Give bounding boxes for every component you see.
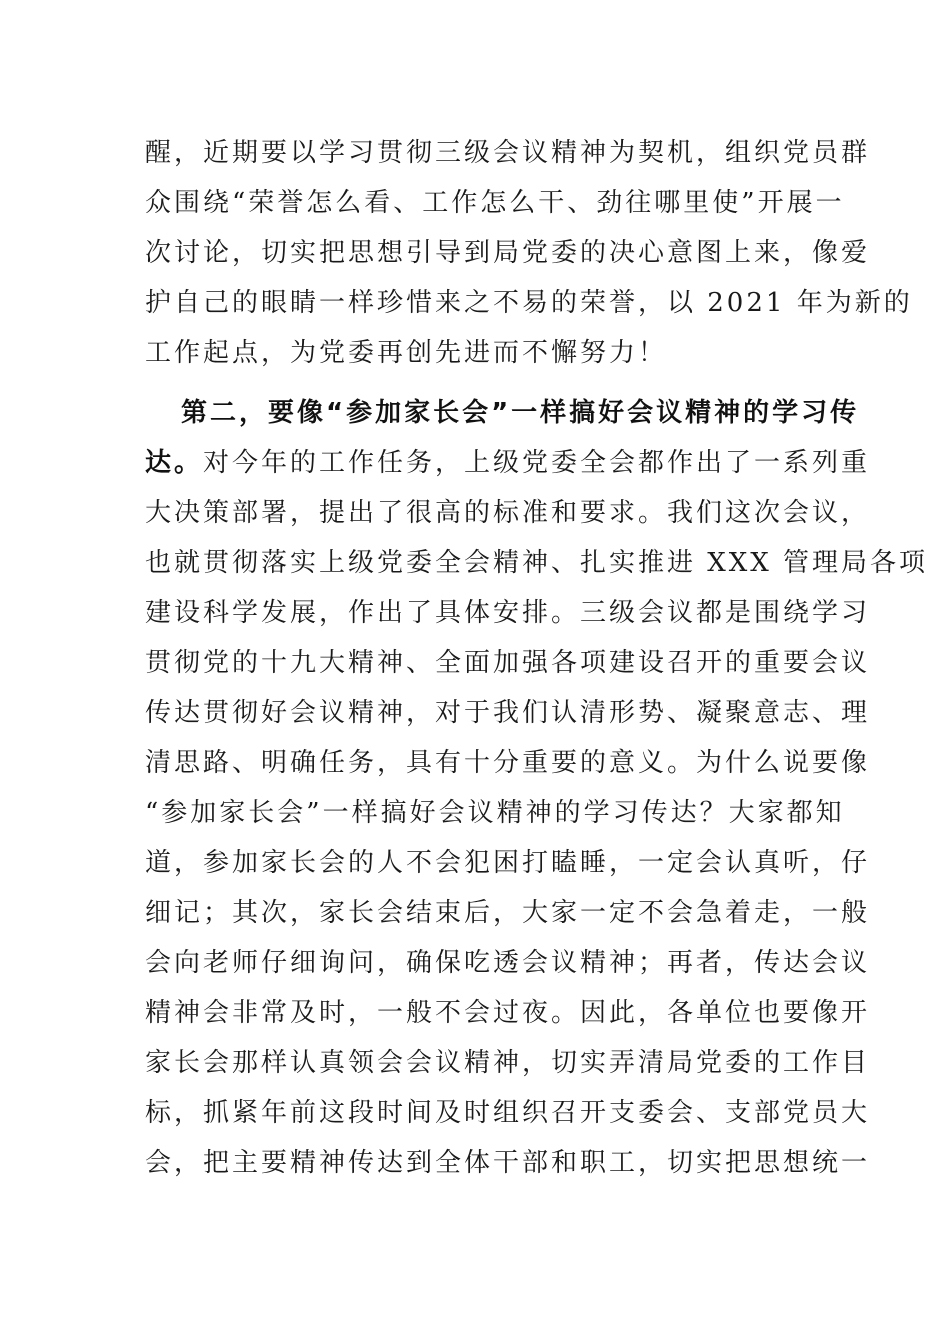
text-line: 家长会那样认真领会会议精神，切实弄清局党委的工作目: [145, 1048, 871, 1078]
text-line: [145, 438, 871, 488]
text-span: 对今年的工作任务，上级党委全会都作出了一系列重: [203, 448, 871, 478]
text-line: 清思路、明确任务，具有十分重要的意义。为什么说要像: [145, 748, 871, 778]
text-line: 会向老师仔细询问，确保吃透会议精神；再者，传达会议: [145, 948, 871, 978]
text-line: 次讨论，切实把思想引导到局党委的决心意图上来，像爱: [145, 238, 871, 268]
text-line: 众围绕“荣誉怎么看、工作怎么干、劲往哪里使”开展一: [145, 188, 845, 218]
text-line: 细记；其次，家长会结束后，大家一定不会急着走，一般: [145, 898, 871, 928]
text-line: 会，把主要精神传达到全体干部和职工，切实把思想统一: [145, 1148, 871, 1178]
text-line: 护自己的眼睛一样珍惜来之不易的荣誉，以 2021 年为新的: [145, 288, 913, 318]
text-line: 贯彻党的十九大精神、全面加强各项建设召开的重要会议: [145, 648, 871, 678]
text-line: 建设科学发展，作出了具体安排。三级会议都是围绕学习: [145, 598, 871, 628]
paragraph-second-point: [145, 388, 929, 1188]
text-line: 标，抓紧年前这段时间及时组织召开支委会、支部党员大: [145, 1098, 871, 1128]
text-line: 传达贯彻好会议精神，对于我们认清形势、凝聚意志、理: [145, 698, 871, 728]
paragraph-continuation: [145, 128, 913, 378]
text-line: 醒，近期要以学习贯彻三级会议精神为契机，组织党员群: [145, 138, 871, 168]
section-heading-end: 达。: [145, 448, 204, 478]
text-line: 精神会非常及时，一般不会过夜。因此，各单位也要像开: [145, 998, 871, 1028]
text-line: 也就贯彻落实上级党委全会精神、扎实推进 XXX 管理局各项: [145, 548, 929, 578]
text-line: 道，参加家长会的人不会犯困打瞌睡，一定会认真听，仔: [145, 848, 871, 878]
section-heading: 第二，要像“参加家长会”一样搞好会议精神的学习传: [181, 398, 860, 428]
text-line: “参加家长会”一样搞好会议精神的学习传达？大家都知: [145, 798, 845, 828]
text-line: 工作起点，为党委再创先进而不懈努力！: [145, 338, 668, 368]
text-line: 大决策部署，提出了很高的标准和要求。我们这次会议，: [145, 498, 871, 528]
